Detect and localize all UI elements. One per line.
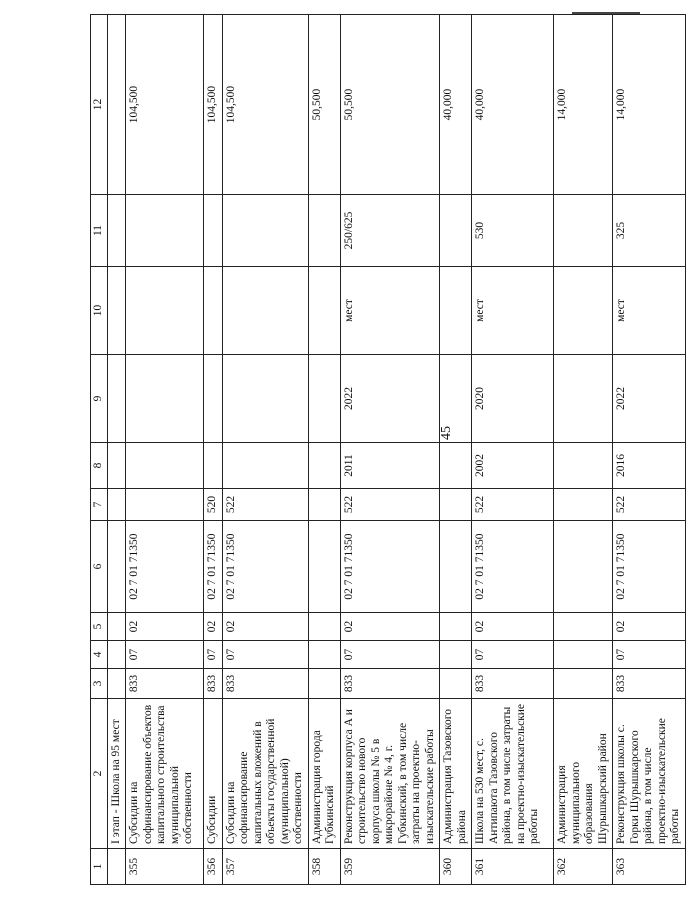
- cell-target-code: 02 7 01 71350: [204, 521, 223, 613]
- cell-year-end: [107, 355, 126, 443]
- cell-code-5: 02: [126, 613, 204, 641]
- cell-amount: [107, 15, 126, 195]
- cell-item-name: I этап - Школа на 95 мест: [107, 699, 126, 849]
- cell-year-end: 2020: [472, 355, 554, 443]
- cell-code-7: 522: [613, 489, 686, 521]
- cell-year-end: [222, 355, 308, 443]
- cell-target-code: [107, 521, 126, 613]
- cell-unit: [222, 267, 308, 355]
- cell-amount: 14,000: [613, 15, 686, 195]
- cell-item-name: Субсидии на софинансирование объектов капитального строительства муниципальной собственности: [126, 699, 204, 849]
- cell-code-7: 522: [472, 489, 554, 521]
- page-number: 45: [439, 426, 454, 440]
- cell-row-number: 359: [340, 849, 440, 885]
- col-header-11: 11: [91, 195, 108, 267]
- cell-capacity: [308, 195, 340, 267]
- cell-unit: мест: [613, 267, 686, 355]
- rotated-table-container: [90, 15, 681, 885]
- cell-target-code: [440, 521, 472, 613]
- cell-row-number: 356: [204, 849, 223, 885]
- cell-code-4: 07: [222, 641, 308, 669]
- cell-unit: [440, 267, 472, 355]
- cell-code-5: [554, 613, 613, 641]
- col-header-8: 8: [91, 443, 108, 489]
- cell-year-end: [440, 355, 472, 443]
- cell-amount: 104,500: [222, 15, 308, 195]
- table-row: [613, 15, 686, 885]
- cell-unit: [204, 267, 223, 355]
- cell-code-4: 07: [340, 641, 440, 669]
- cell-code-3: 833: [126, 669, 204, 699]
- cell-year-start: 2002: [472, 443, 554, 489]
- cell-year-start: [126, 443, 204, 489]
- cell-item-name: Администрация муниципального образования Шурышкарский район: [554, 699, 613, 849]
- cell-code-5: 02: [472, 613, 554, 641]
- cell-row-number: 362: [554, 849, 613, 885]
- cell-item-name: Субсидии: [204, 699, 223, 849]
- cell-item-name: Администрация Тазовского района: [440, 699, 472, 849]
- cell-code-4: 07: [126, 641, 204, 669]
- table-row: [222, 15, 308, 885]
- cell-code-3: [440, 669, 472, 699]
- cell-capacity: [204, 195, 223, 267]
- col-header-9: 9: [91, 355, 108, 443]
- cell-code-7: [126, 489, 204, 521]
- table-row: [107, 15, 126, 885]
- cell-row-number: 360: [440, 849, 472, 885]
- cell-amount: 14,000: [554, 15, 613, 195]
- cell-code-3: 833: [472, 669, 554, 699]
- cell-amount: 104,500: [126, 15, 204, 195]
- cell-code-5: [308, 613, 340, 641]
- cell-unit: мест: [340, 267, 440, 355]
- cell-code-3: 833: [613, 669, 686, 699]
- cell-target-code: 02 7 01 71350: [222, 521, 308, 613]
- col-header-3: 3: [91, 669, 108, 699]
- cell-year-end: [554, 355, 613, 443]
- cell-year-start: [204, 443, 223, 489]
- cell-code-5: 02: [222, 613, 308, 641]
- cell-year-start: [107, 443, 126, 489]
- cell-amount: 50,500: [340, 15, 440, 195]
- table-row: [440, 15, 472, 885]
- cell-code-7: [554, 489, 613, 521]
- cell-year-end: [126, 355, 204, 443]
- cell-amount: 40,000: [472, 15, 554, 195]
- cell-capacity: [222, 195, 308, 267]
- cell-code-7: [308, 489, 340, 521]
- budget-table: [90, 14, 686, 885]
- cell-code-3: 833: [204, 669, 223, 699]
- col-header-4: 4: [91, 641, 108, 669]
- cell-target-code: 02 7 01 71350: [126, 521, 204, 613]
- cell-code-3: 833: [222, 669, 308, 699]
- table-row: [340, 15, 440, 885]
- table-body: [91, 15, 686, 885]
- cell-code-5: [107, 613, 126, 641]
- cell-year-end: [308, 355, 340, 443]
- cell-code-5: 02: [204, 613, 223, 641]
- cell-target-code: [554, 521, 613, 613]
- cell-row-number: [107, 849, 126, 885]
- cell-target-code: [308, 521, 340, 613]
- col-header-6: 6: [91, 521, 108, 613]
- col-header-10: 10: [91, 267, 108, 355]
- cell-amount: 40,000: [440, 15, 472, 195]
- cell-row-number: 358: [308, 849, 340, 885]
- cell-code-4: 07: [613, 641, 686, 669]
- cell-target-code: 02 7 01 71350: [472, 521, 554, 613]
- col-header-7: 7: [91, 489, 108, 521]
- table-row: [472, 15, 554, 885]
- cell-year-start: 2011: [340, 443, 440, 489]
- cell-item-name: Администрация города Губкинский: [308, 699, 340, 849]
- cell-row-number: 363: [613, 849, 686, 885]
- cell-year-start: [222, 443, 308, 489]
- cell-code-5: 02: [340, 613, 440, 641]
- cell-year-end: 2022: [340, 355, 440, 443]
- table-row: [204, 15, 223, 885]
- cell-item-name: Реконструкция корпуса А и строительство нового корпуса школы № 5 в микрорайоне № 4, г. Губкинский, в том числе затраты на проектно-изыскательские работы: [340, 699, 440, 849]
- cell-unit: [107, 267, 126, 355]
- cell-row-number: 355: [126, 849, 204, 885]
- cell-year-end: [204, 355, 223, 443]
- table-row: [308, 15, 340, 885]
- cell-unit: мест: [472, 267, 554, 355]
- cell-code-3: [308, 669, 340, 699]
- col-header-12: 12: [91, 15, 108, 195]
- col-header-5: 5: [91, 613, 108, 641]
- cell-code-7: [107, 489, 126, 521]
- cell-code-5: [440, 613, 472, 641]
- cell-code-4: [440, 641, 472, 669]
- cell-code-4: [107, 641, 126, 669]
- cell-code-4: [554, 641, 613, 669]
- cell-code-7: [440, 489, 472, 521]
- cell-amount: 50,500: [308, 15, 340, 195]
- cell-code-3: 833: [340, 669, 440, 699]
- cell-code-4: [308, 641, 340, 669]
- cell-year-start: [440, 443, 472, 489]
- cell-code-4: 07: [204, 641, 223, 669]
- cell-row-number: 361: [472, 849, 554, 885]
- cell-capacity: [440, 195, 472, 267]
- cell-row-number: 357: [222, 849, 308, 885]
- cell-unit: [554, 267, 613, 355]
- cell-code-7: 522: [222, 489, 308, 521]
- cell-code-5: 02: [613, 613, 686, 641]
- cell-code-3: [107, 669, 126, 699]
- cell-year-start: [308, 443, 340, 489]
- cell-code-7: 522: [340, 489, 440, 521]
- cell-target-code: 02 7 01 71350: [613, 521, 686, 613]
- cell-unit: [126, 267, 204, 355]
- cell-item-name: Реконструкция школы с. Горки Шурышкарского района, в том числе проектно-изыскательские работы: [613, 699, 686, 849]
- cell-item-name: Школа на 530 мест, с. Антипаюта Тазовского района, в том числе затраты на проектно-изыскательские работы: [472, 699, 554, 849]
- cell-capacity: 325: [613, 195, 686, 267]
- cell-code-3: [554, 669, 613, 699]
- cell-amount: 104,500: [204, 15, 223, 195]
- cell-year-end: 2022: [613, 355, 686, 443]
- cell-code-7: 520: [204, 489, 223, 521]
- table-row: [554, 15, 613, 885]
- cell-capacity: 530: [472, 195, 554, 267]
- cell-target-code: 02 7 01 71350: [340, 521, 440, 613]
- cell-item-name: Субсидии на софинансирование капитальных вложений в объекты государственной (муниципальной) собственности: [222, 699, 308, 849]
- column-number-row: [91, 15, 108, 885]
- cell-capacity: [126, 195, 204, 267]
- cell-code-4: 07: [472, 641, 554, 669]
- cell-unit: [308, 267, 340, 355]
- cell-capacity: 250/625: [340, 195, 440, 267]
- col-header-1: 1: [91, 849, 108, 885]
- cell-year-start: [554, 443, 613, 489]
- cell-capacity: [554, 195, 613, 267]
- col-header-2: 2: [91, 699, 108, 849]
- cell-year-start: 2016: [613, 443, 686, 489]
- table-row: [126, 15, 204, 885]
- cell-capacity: [107, 195, 126, 267]
